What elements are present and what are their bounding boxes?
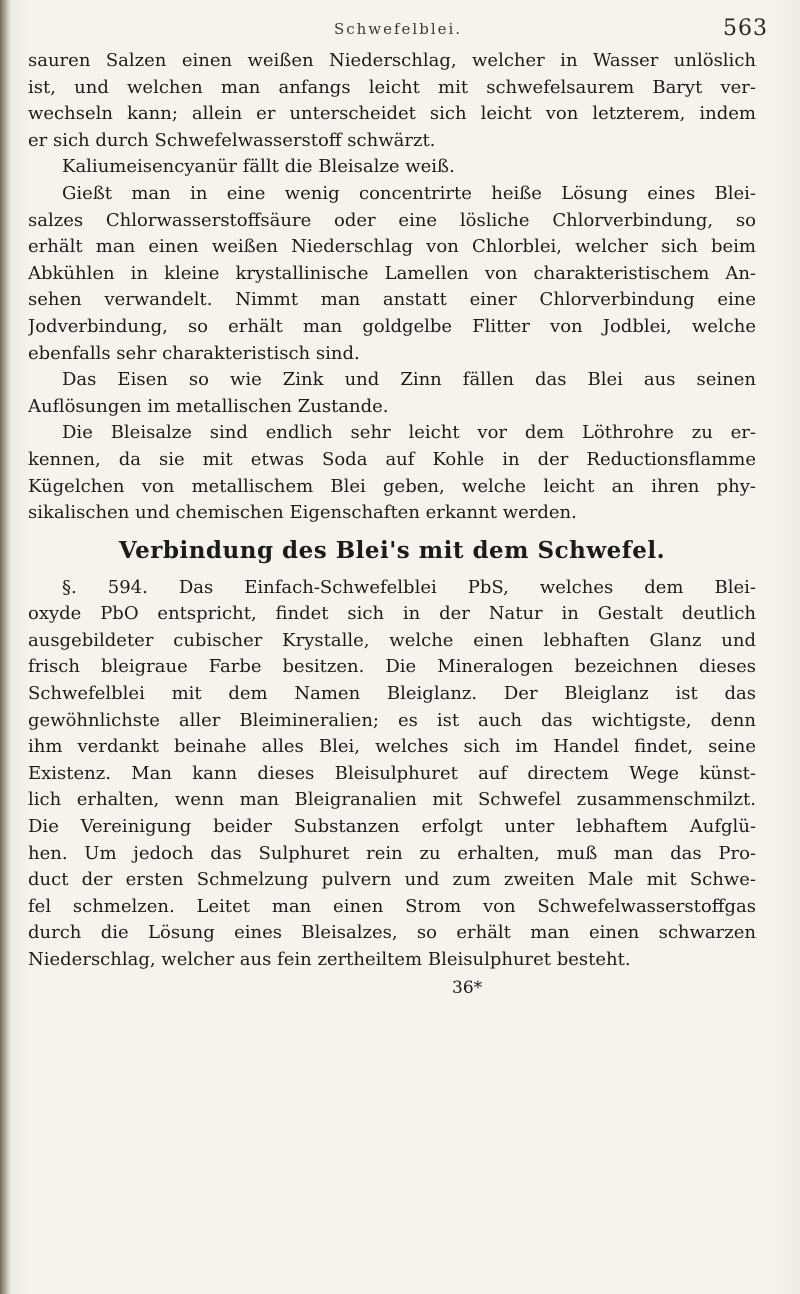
text-line: hen. Um jedoch das Sulphuret rein zu erhalten, muß man das Pro- [28, 842, 756, 864]
text-line: Schwefelblei mit dem Namen Bleiglanz. Der Bleiglanz ist das [28, 683, 756, 705]
text-line: durch die Lösung eines Bleisalzes, so erhält man einen schwarzen [28, 922, 756, 944]
signature-mark: 36* [452, 977, 483, 998]
section-text [28, 575, 756, 974]
text-line: Jodverbindung, so erhält man goldgelbe Flitter von Jodblei, welche [28, 315, 756, 337]
text-line: §. 594. Das Einfach-Schwefelblei PbS, welches dem Blei- [62, 576, 756, 598]
text-line: Existenz. Man kann dieses Bleisulphuret auf directem Wege künst- [28, 762, 756, 784]
text-line: er sich durch Schwefelwasserstoff schwärzt. [28, 129, 436, 151]
text-line: ausgebildeter cubischer Krystalle, welche einen lebhaften Glanz und [28, 629, 756, 651]
section-heading: Verbindung des Blei's mit dem Schwefel. [118, 536, 666, 564]
text-line: Niederschlag, welcher aus fein zertheiltem Bleisulphuret besteht. [28, 949, 631, 970]
text-line: oxyde PbO entspricht, findet sich in der Natur in Gestalt deutlich [28, 603, 756, 625]
text-line: frisch bleigraue Farbe besitzen. Die Mineralogen bezeichnen dieses [28, 656, 756, 678]
text-line: Das Eisen so wie Zink und Zinn fällen das Blei aus seinen [62, 369, 756, 391]
text-line: duct der ersten Schmelzung pulvern und zum zweiten Male mit Schwe- [28, 869, 756, 891]
text-line: ebenfalls sehr charakteristisch sind. [28, 342, 360, 364]
body-text [28, 48, 756, 527]
text-line: sikalischen und chemischen Eigenschaften erkannt werden. [28, 502, 577, 524]
page-number: 563 [723, 16, 768, 41]
page-body [28, 48, 756, 1002]
text-line: erhält man einen weißen Niederschlag von Chlorblei, welcher sich beim [28, 236, 756, 258]
running-head: Schwefelblei. [333, 20, 463, 38]
page-header [28, 14, 768, 40]
text-line: ihm verdankt beinahe alles Blei, welches sich im Handel findet, seine [28, 736, 756, 758]
text-line: Gießt man in eine wenig concentrirte heiße Lösung eines Blei- [62, 182, 756, 204]
text-line: Kügelchen von metallischem Blei geben, welche leicht an ihren phy- [28, 475, 756, 497]
text-line: wechseln kann; allein er unterscheidet sich leicht von letzterem, indem [28, 103, 756, 125]
text-line: salzes Chlorwasserstoffsäure oder eine lösliche Chlorverbindung, so [28, 209, 756, 231]
text-line: lich erhalten, wenn man Bleigranalien mit Schwefel zusammenschmilzt. [28, 789, 756, 811]
text-line: sehen verwandelt. Nimmt man anstatt einer Chlorverbindung eine [28, 289, 756, 311]
text-line: ist, und welchen man anfangs leicht mit schwefelsaurem Baryt ver- [28, 76, 756, 98]
text-line: sauren Salzen einen weißen Niederschlag, welcher in Wasser unlöslich [28, 50, 756, 71]
text-line: kennen, da sie mit etwas Soda auf Kohle in der Reductionsflamme [28, 448, 756, 470]
text-line: gewöhnlichste aller Bleimineralien; es ist auch das wichtigste, denn [28, 709, 756, 731]
text-line: Kaliumeisencyanür fällt die Bleisalze weiß. [62, 156, 455, 178]
book-spine-shadow [0, 0, 10, 1294]
text-line: Die Bleisalze sind endlich sehr leicht vor dem Löthrohre zu er- [62, 422, 756, 444]
text-line: Auflösungen im metallischen Zustande. [28, 395, 389, 417]
text-line: fel schmelzen. Leitet man einen Strom von Schwefelwasserstoffgas [28, 895, 756, 917]
text-line: Die Vereinigung beider Substanzen erfolgt unter lebhaftem Aufglü- [28, 816, 756, 838]
text-line: Abkühlen in kleine krystallinische Lamellen von charakteristischem An- [28, 262, 756, 284]
